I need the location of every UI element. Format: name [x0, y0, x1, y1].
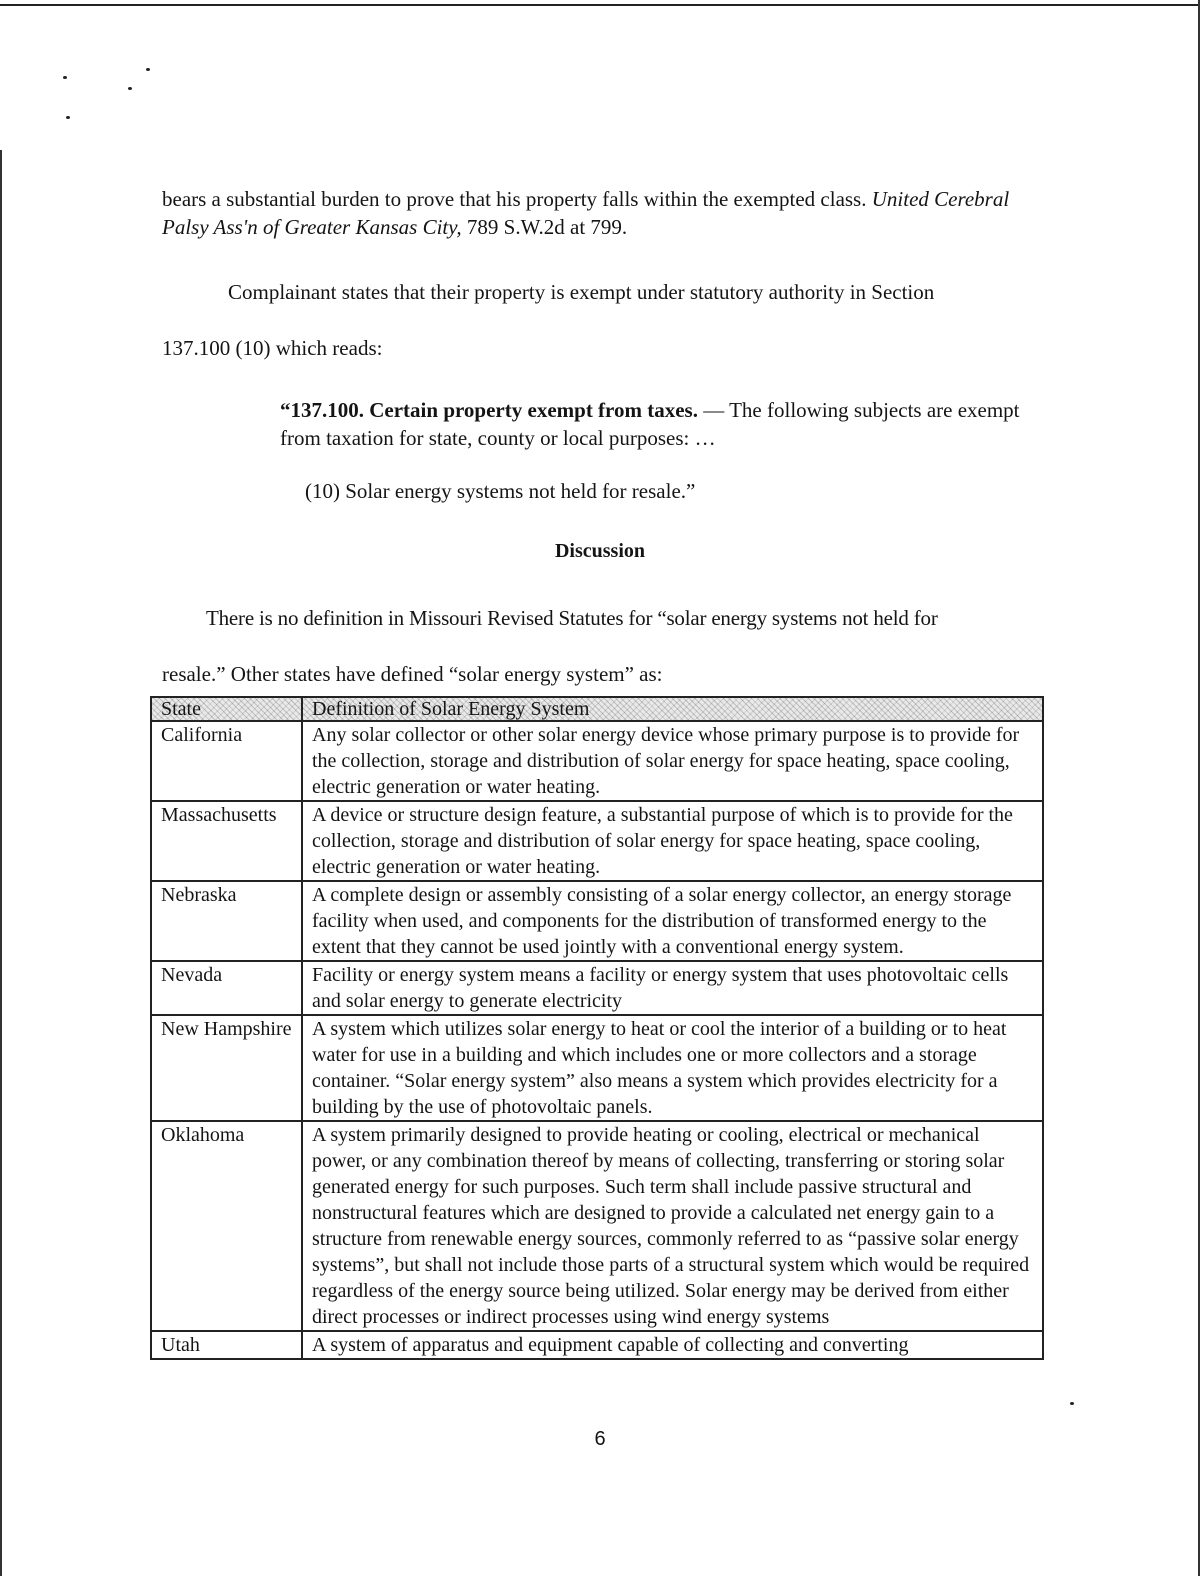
citation-reference: 789 S.W.2d at 799. [461, 215, 628, 239]
page-number: 6 [594, 1428, 606, 1450]
solar-definitions-table [150, 696, 1044, 1360]
complainant-line-2: 137.100 (10) which reads: [162, 336, 383, 360]
table-header-row [151, 697, 1043, 721]
scan-speck [146, 68, 150, 71]
scan-speck [66, 116, 70, 119]
definition-cell: A system primarily designed to provide heating or cooling, electrical or mechanical power, or any combination thereof by means of collecting, transferring or storing solar generated energy for such purposes. Such term shall include passive structural and nonstructural features which are designed to provide a calculated net energy gain to a structure from renewable energy sources, commonly referred to as “passive solar energy systems”, but shall not include those parts of a structural system which would be required regardless of the energy source being utilized. Solar energy may be derived from either direct processes or indirect processes using wind energy systems [302, 1121, 1043, 1331]
definition-cell: A device or structure design feature, a substantial purpose of which is to provide for the collection, storage and distribution of solar energy for space heating, space cooling, electric generation or water heating. [302, 801, 1043, 881]
discussion-line-1: There is no definition in Missouri Revised Statutes for “solar energy systems not held for [206, 606, 938, 630]
state-cell: Utah [151, 1331, 302, 1359]
opening-paragraph [162, 185, 1022, 241]
case-citation: United Cerebral Palsy Ass'n of Greater Kansas City, [162, 187, 1010, 239]
definition-cell: A system which utilizes solar energy to heat or cool the interior of a building or to heat water for use in a building and which includes one or more collectors and a storage container. “Solar energy system” also means a system which provides electricity for a building by the use of photovoltaic panels. [302, 1015, 1043, 1121]
definition-cell: A system of apparatus and equipment capable of collecting and converting [302, 1331, 1043, 1359]
statute-text: — The following subjects are exempt from taxation for state, county or local purposes: … [280, 398, 1020, 450]
table-row [151, 721, 1043, 801]
opening-paragraph-text: bears a substantial burden to prove that his property falls within the exempted class. [162, 187, 872, 211]
discussion-heading: Discussion [554, 540, 646, 562]
table-row [151, 1015, 1043, 1121]
definition-cell: A complete design or assembly consisting of a solar energy collector, an energy storage facility when used, and components for the distribution of transformed energy to the extent that they cannot be used jointly with a conventional energy system. [302, 881, 1043, 961]
scan-speck [1070, 1402, 1074, 1405]
statute-clause: (10) Solar energy systems not held for resale.” [305, 479, 696, 503]
definition-cell: Any solar collector or other solar energy device whose primary purpose is to provide for the collection, storage and distribution of solar energy for space heating, space cooling, electric generation or water heating. [302, 721, 1043, 801]
table-row [151, 1331, 1043, 1359]
scan-speck [63, 76, 67, 79]
state-cell: Massachusetts [151, 801, 302, 881]
state-cell: Nebraska [151, 881, 302, 961]
header-state: State [151, 697, 302, 721]
state-cell: New Hampshire [151, 1015, 302, 1121]
page-left-border [0, 150, 2, 1576]
table-row [151, 881, 1043, 961]
discussion-paragraph [162, 590, 1032, 702]
header-definition: Definition of Solar Energy System [302, 697, 1043, 721]
statute-quote [280, 396, 1025, 452]
state-cell: Nevada [151, 961, 302, 1015]
complainant-paragraph [162, 264, 1022, 376]
table-row [151, 961, 1043, 1015]
complainant-line-1: Complainant states that their property is exempt under statutory authority in Section [228, 280, 935, 304]
scan-speck [128, 87, 132, 90]
state-cell: California [151, 721, 302, 801]
table-row [151, 801, 1043, 881]
table-row [151, 1121, 1043, 1331]
definition-cell: Facility or energy system means a facility or energy system that uses photovoltaic cells and solar energy to generate electricity [302, 961, 1043, 1015]
statute-title: “137.100. Certain property exempt from taxes. [280, 398, 698, 422]
state-cell: Oklahoma [151, 1121, 302, 1331]
page-top-border [0, 4, 1200, 6]
discussion-line-2: resale.” Other states have defined “solar energy system” as: [162, 662, 663, 686]
